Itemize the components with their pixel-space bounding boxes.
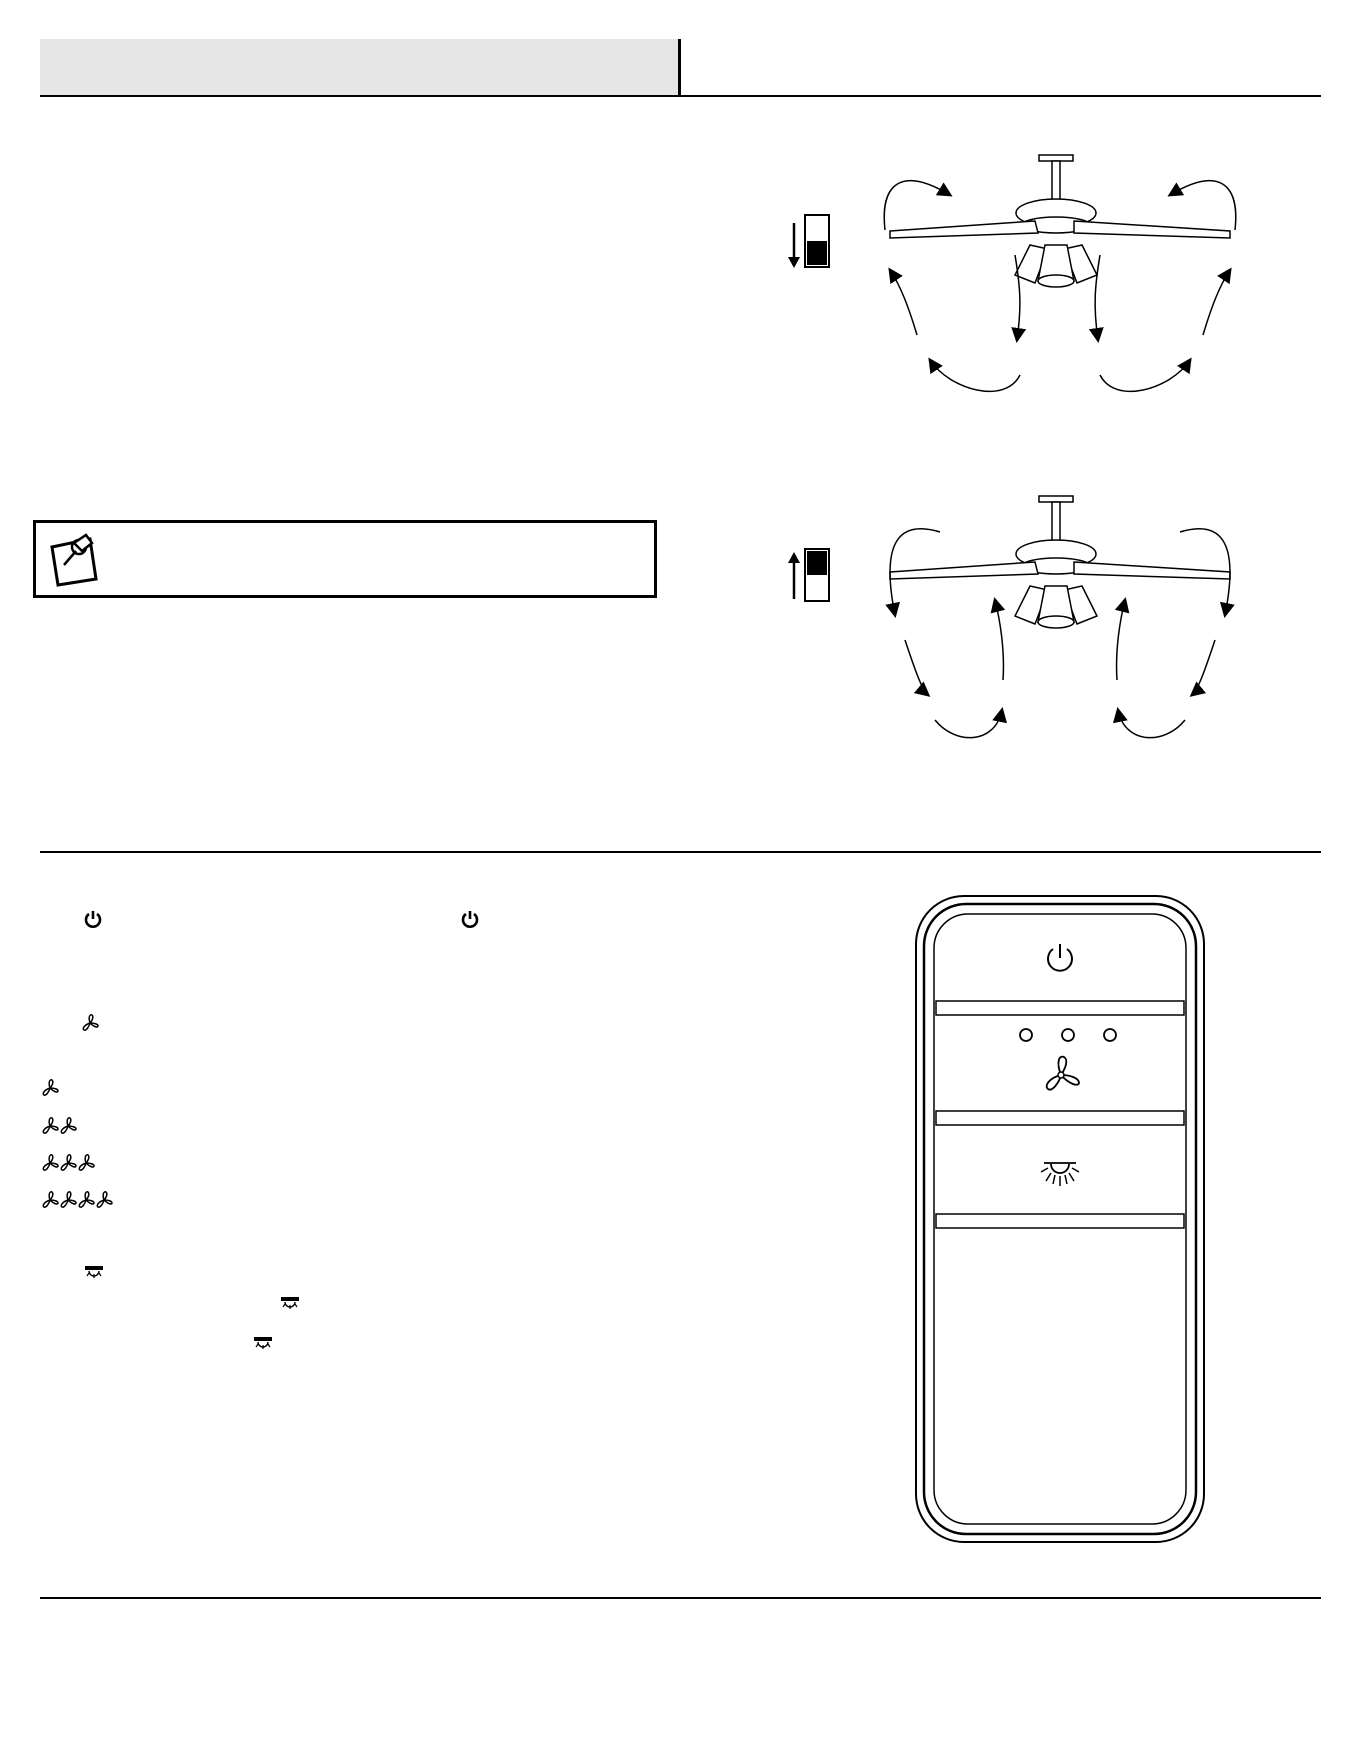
note-callout — [33, 520, 657, 598]
light-icon — [253, 1336, 273, 1350]
switch-up-icon — [785, 547, 835, 605]
section-header-tab — [40, 39, 681, 95]
power-icon — [460, 909, 480, 929]
ceiling-fan-updraft-diagram — [860, 490, 1260, 750]
power-icon — [83, 909, 103, 929]
remote-power-button — [1042, 940, 1078, 976]
header-rule — [40, 95, 1321, 97]
speed-indicator-led — [1060, 1027, 1076, 1043]
speed-indicator-led — [1102, 1027, 1118, 1043]
fan-speed-row-2 — [40, 1115, 88, 1137]
fan-speed-row-3 — [40, 1152, 110, 1174]
fan-speed-row-1 — [40, 1077, 64, 1099]
light-icon — [84, 1265, 104, 1279]
note-icon — [46, 529, 104, 587]
ceiling-fan-downdraft-diagram — [860, 145, 1260, 405]
speed-indicator-led — [1018, 1027, 1034, 1043]
light-icon — [280, 1296, 300, 1310]
footer-rule — [40, 1597, 1321, 1599]
section-rule — [40, 851, 1321, 853]
fan-blade-icon — [80, 1013, 100, 1033]
fan-speed-row-4 — [40, 1189, 130, 1211]
remote-control-diagram — [914, 894, 1206, 1544]
switch-down-icon — [785, 213, 835, 271]
remote-light-button — [1038, 1159, 1082, 1189]
remote-fan-button — [1038, 1052, 1084, 1098]
